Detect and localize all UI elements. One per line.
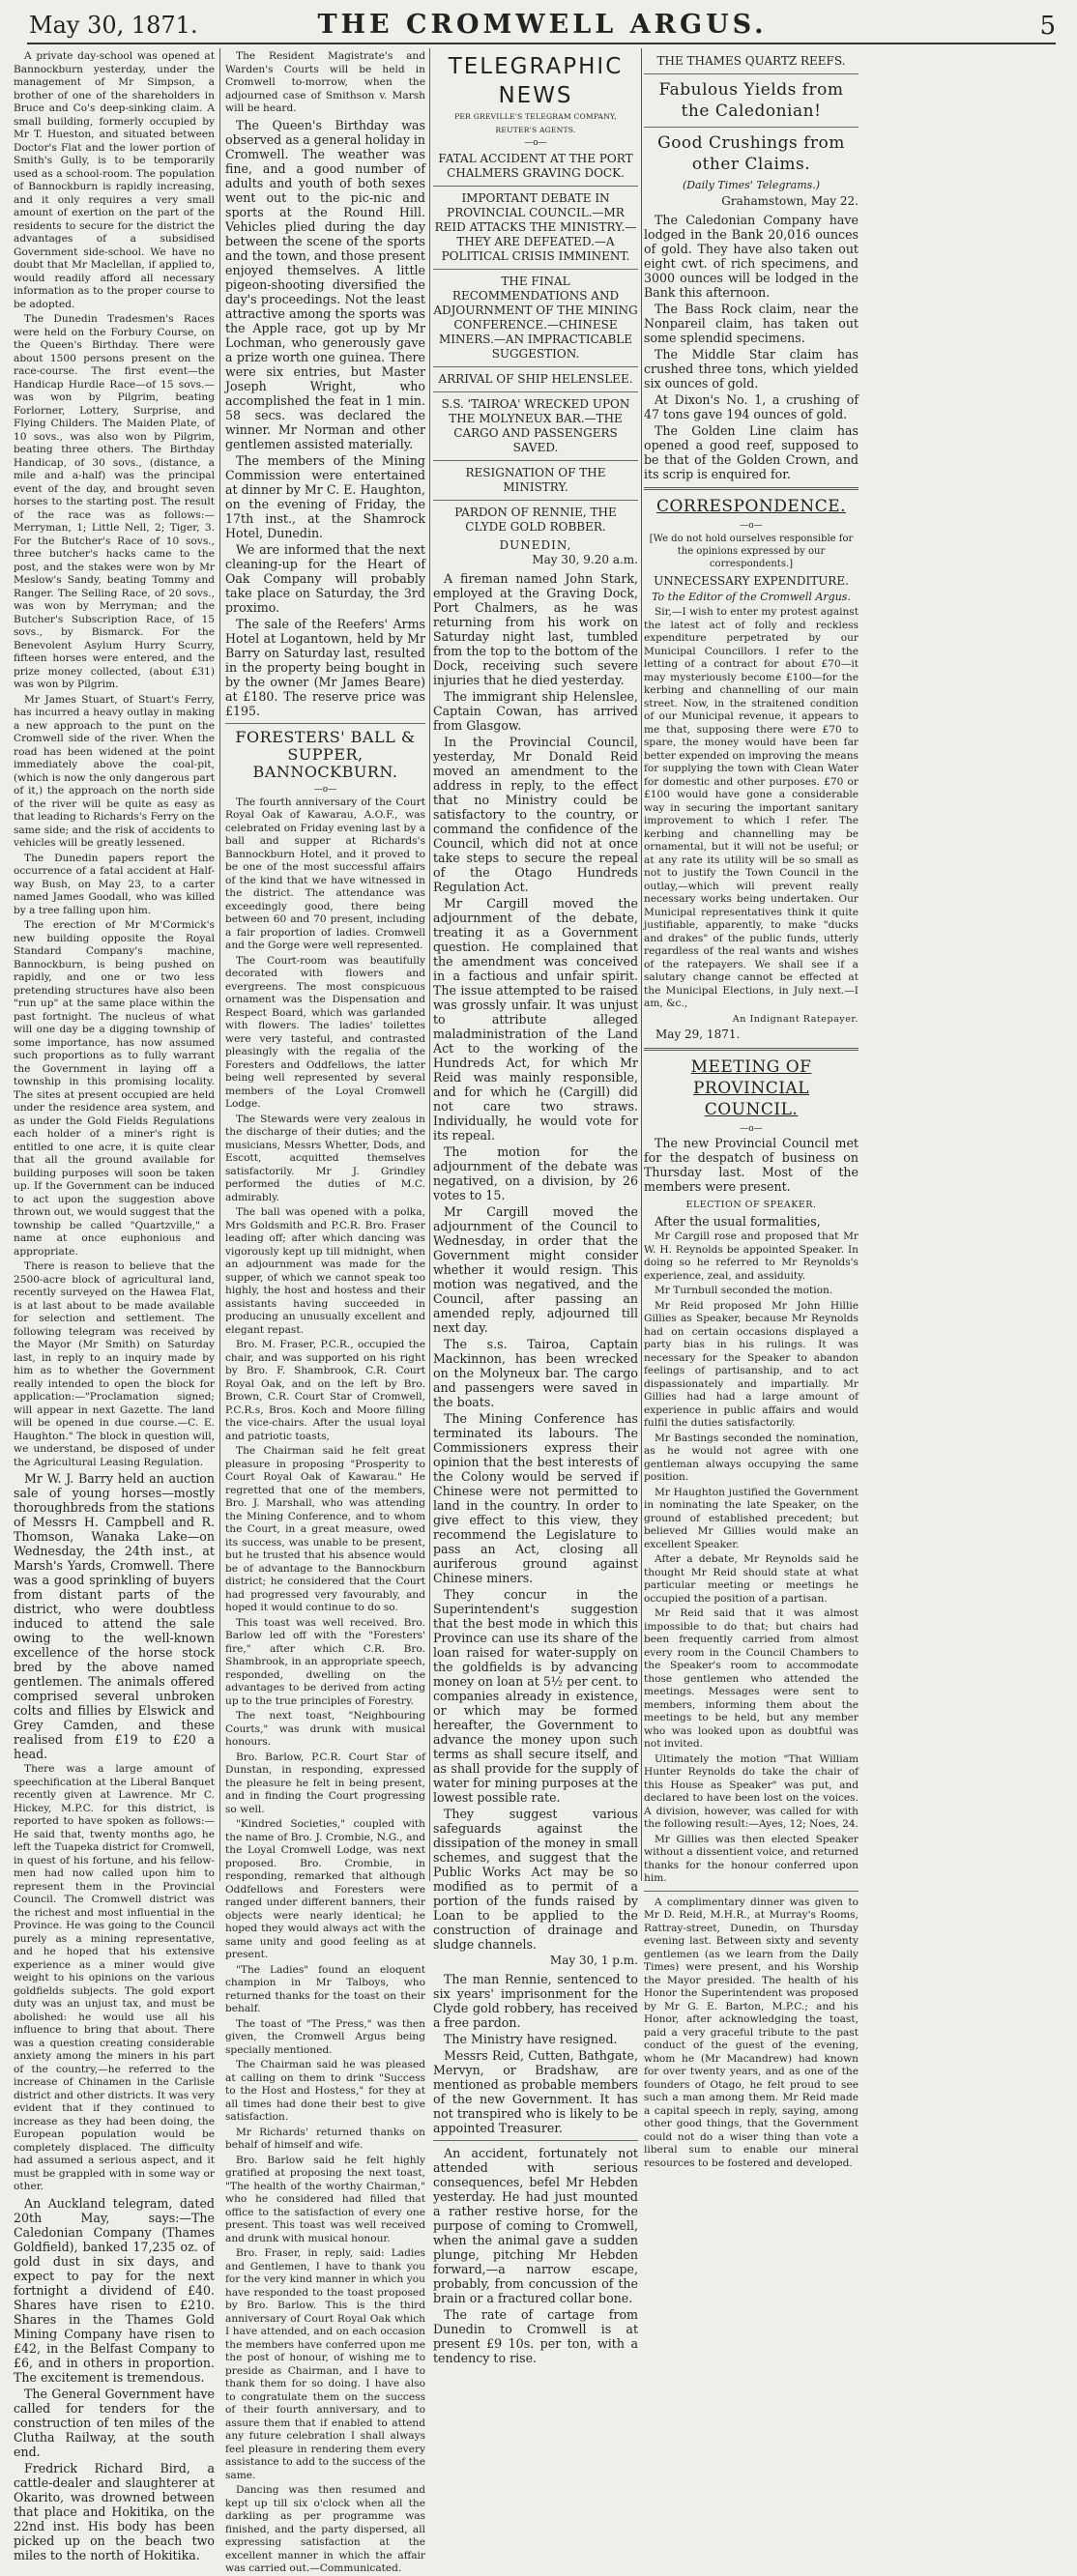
article-paragraph: Mr W. J. Barry held an auction sale of young horses—mostly thoroughbreds from the stations of Messrs H. Campbell and R. Thomson, Wanaka Lake—on Wednesday, the 24th inst., at Marsh's Yards, Cromwell. There was a good sprinkling of buyers from distant parts of the district, who were doubtless induced to attend the sale owing to the well-known excellence of the horse stock bred by the above named gentlemen. The animals offered comprised several unbroken colts and fillies by Elswick and Grey Camden, and these realised from £19 to £20 a head. bbox=[14, 1471, 215, 1761]
article-paragraph: A fireman named John Stark, employed at the Graving Dock, Port Chalmers, as he was returning from his work on Saturday night last, tumbled from the top to the bottom of the Dock, receiving such severe injuries that he died yesterday. bbox=[433, 571, 638, 687]
letter-addressee: To the Editor of the Cromwell Argus. bbox=[652, 591, 851, 603]
sub-heading: ELECTION OF SPEAKER. bbox=[685, 1200, 817, 1210]
article-paragraph: The Middle Star claim has crushed three tons, which yielded six ounces of gold. bbox=[644, 347, 859, 391]
article-paragraph: The Mining Conference has terminated its labours. The Commissioners express their opinion that the best interests of the Colony would be served if Chinese were not permitted to land in the country. In order to give effect to this view, they recommend the Legislature to pass an Act, closing all auriferous ground against Chinese miners. bbox=[433, 1411, 638, 1585]
article-paragraph: The members of the Mining Commission were entertained at dinner by Mr C. E. Haughton, on the evening of Friday, the 17th inst., at the Shamrock Hotel, Dunedin. bbox=[225, 452, 425, 540]
article-paragraph: They concur in the Superintendent's suggestion that the best mode in which this Province can use its share of the loan raised for water-supply on the goldfields is by advancing money on loan at 5½ per cent. to companies already in existence, or which may be formed hereafter, the Government to advance the money upon such terms as shall secure itself, and as shall provide for the supply of water for mining purposes at the lowest possible rate. bbox=[433, 1587, 638, 1805]
section-heading: THE THAMES QUARTZ REEFS. bbox=[656, 54, 846, 68]
article-paragraph: The Ministry have resigned. bbox=[444, 2032, 618, 2046]
article-paragraph: In the Provincial Council, yesterday, Mr Donald Reid moved an amendment to the address in reply, to the effect that no Ministry could be satisfactory to the country, or command the confidence of the Council, which did not at once take steps to secure the repeal of the Otago Hundreds Regulation Act. bbox=[433, 735, 638, 894]
section-rule bbox=[644, 1891, 859, 1892]
headline: PARDON OF RENNIE, THE CLYDE GOLD ROBBER. bbox=[454, 506, 617, 534]
article-paragraph: An Auckland telegram, dated 20th May, says:—The Caledonian Company (Thames Goldfield), banked 17,235 oz. of gold dust in six days, and expect to pay for the next fortnight a dividend of £40. Shares have risen to £210. Shares in the Thames Gold Mining Company have risen to £42, in the Belfast Company to £6, and in others in proportion. The excitement is tremendous. bbox=[14, 2195, 215, 2385]
article-paragraph: "The Ladies" found an eloquent champion in Mr Talboys, who returned thanks for the toast on their behalf. bbox=[225, 1963, 425, 2014]
article-paragraph: Mr Gillies was then elected Speaker without a dissentient voice, and returned thanks for the honour conferred upon him. bbox=[644, 1833, 859, 1884]
article-paragraph: The fourth anniversary of the Court Royal Oak of Kawarau, A.O.F., was celebrated on Friday evening last by a ball and supper at Richards's Bannockburn Hotel, and it proved to be one of the most successful affairs of the kind that we have witnessed in the district. The attendance was exceedingly good, there being between 60 and 70 present, including a fair proportion of ladies. Cromwell and the Gorge were well represented. bbox=[225, 796, 425, 951]
article-paragraph: The motion for the adjournment of the debate was negatived, on a division, by 26 votes to 15. bbox=[433, 1144, 638, 1202]
masthead-rule bbox=[27, 43, 1056, 44]
article-paragraph: After a debate, Mr Reynolds said he thought Mr Reid should state at what particular meeting or meetings he occupied the position of a partisan. bbox=[644, 1553, 859, 1605]
column-3 bbox=[433, 50, 638, 2365]
article-paragraph: A private day-school was opened at Bannockburn yesterday, under the management of Mr Simpson, a brother of one of the shareholders in Bruce and Co's deep-sinking claim. A small building, formerly occupied by Mr T. Hueston, and situated between Doctor's Flat and the lower portion of Smith's Gully, is to be temporarily used as a school-room. The population of Bannockburn is rapidly increasing, and it only requires a very small amount of exertion on the part of the residents to secure for the district the advantages of a subsidised Government side-school. We have no doubt that Mr Maclellan, if applied to, would readily afford all necessary information as to the proper course to be adopted. bbox=[14, 50, 215, 310]
column-1 bbox=[14, 50, 216, 2562]
article-paragraph: Bro. Fraser, in reply, said: Ladies and Gentlemen, I have to thank you for the very kind manner in which you have responded to the toast proposed by Bro. Barlow. This is the third anniversary of Court Royal Oak which I have attended, and on each occasion the members have conferred upon me the post of honour, of wishing me to preside as Chairman, and I have to thank them for so doing. I have also to congratulate them on the success of their fourth anniversary, and to assure them that if enabled to attend any future celebration I shall always feel pleasure in rendering them every assistance to add to the success of the same. bbox=[225, 2247, 425, 2481]
section-rule bbox=[644, 487, 859, 490]
column-rule bbox=[641, 48, 642, 1881]
article-paragraph: The sale of the Reefers' Arms Hotel at Logantown, held by Mr Barry on Saturday last, resulted in the property being bought in by the owner (Mr James Beare) at £180. The reserve price was £195. bbox=[225, 616, 425, 718]
headline-rule bbox=[433, 460, 638, 461]
headline-rule bbox=[644, 73, 859, 74]
dateline-city: DUNEDIN, bbox=[499, 538, 572, 552]
article-paragraph: Mr Bastings seconded the nomination, as he would not agree with one gentleman always occupying the same position. bbox=[644, 1432, 859, 1483]
headline-rule bbox=[433, 391, 638, 392]
article-paragraph: The ball was opened with a polka, Mrs Goldsmith and P.C.R. Bro. Fraser leading off; after which dancing was vigorously kept up till midnight, when an adjournment was made for the supper, of which we cannot speak too highly, the host and hostess and their assistants having succeeded in producing an unusually excellent and elegant repast. bbox=[225, 1206, 425, 1336]
headline: THE FINAL RECOMMENDATIONS AND ADJOURNMENT OF THE MINING CONFERENCE.—CHINESE MINERS.—AN IMPRACTICABLE SUGGESTION. bbox=[433, 275, 638, 361]
article-paragraph: After the usual formalities, bbox=[655, 1214, 821, 1229]
masthead bbox=[29, 8, 1056, 41]
article-paragraph: The man Rennie, sentenced to six years' imprisonment for the Clyde gold robbery, has received a free pardon. bbox=[433, 1972, 638, 2030]
letter-body: Sir,—I wish to enter my protest against the latest act of folly and reckless expenditure perpetrated by our Municipal Councillors. I refer to the letting of a contract for about £70—it may mysteriously become £100—for the kerbing and channelling of our main street. Now, in the straitened condition of our Municipal revenue, it appears to me that, supposing there were £70 to spare, the money would have been far better expended on improving the means for supplying the town with Clean Water for domestic and other purposes. £70 or £100 would have gone a considerable way in securing the important sanitary improvement to which I refer. The kerbing and channelling may be ornamental, but it will not be useful; or at any rate its utility will be so small as not to justify the Town Council in the outlay,—which will prevent really necessary works being undertaken. Our Municipal representatives think it quite justifiable, apparently, to make "ducks and drakes" of the public funds, utterly regardless of the real wants and wishes of the ratepayers. We shall see if a salutary change cannot be effected at the Municipal Elections, in July next.—I am, &c., bbox=[644, 606, 859, 1009]
letter-signature: An Indignant Ratepayer. bbox=[732, 1013, 859, 1025]
article-paragraph: Dancing was then resumed and kept up till six o'clock when all the darkling as per programme was finished, and the party dispersed, all expressing satisfaction at the excellent manner in which the affair was carried out.—Communicated. bbox=[225, 2484, 425, 2574]
article-paragraph: Mr Cargill rose and proposed that Mr W. H. Reynolds be appointed Speaker. In doing so he referred to Mr Reynolds's experience, zeal, and assiduity. bbox=[644, 1230, 859, 1282]
article-paragraph: Mr Cargill moved the adjournment of the debate, treating it as a Government question. He complained that the amendment was conceived in a factious and unfair spirit. The issue attempted to be raised was grossly unfair. It was unjust to attribute alleged maladministration of the Land Act to the working of the Hundreds Act, for which Mr Reid was mainly responsible, and for which he (Cargill) did not care two straws. Individually, he would vote for its repeal. bbox=[433, 896, 638, 1143]
section-rule bbox=[225, 723, 425, 724]
article-paragraph: At Dixon's No. 1, a crushing of 47 tons gave 194 ounces of gold. bbox=[644, 392, 859, 421]
letter-title: UNNECESSARY EXPENDITURE. bbox=[654, 574, 849, 588]
telegraphic-news-subtitle: PER GREVILLE'S TELEGRAM COMPANY, REUTER'S AGENTS. bbox=[454, 112, 617, 134]
section-rule bbox=[433, 2140, 638, 2141]
article-paragraph: Bro. Barlow, P.C.R. Court Star of Dunstan, in responding, expressed the pleasure he felt in being present, and in finding the Court progressing so well. bbox=[225, 1751, 425, 1815]
article-paragraph: The Bass Rock claim, near the Nonpareil claim, has taken out some splendid specimens. bbox=[644, 302, 859, 345]
section-rule bbox=[644, 1048, 859, 1051]
article-paragraph: The Stewards were very zealous in the discharge of their duties; and the musicians, Messrs Whetter, Dods, and Escott, acquitted themselves satisfactorily. Mr J. Grindley performed the duties of M.C. admirably. bbox=[225, 1113, 425, 1203]
editorial-note: [We do not hold ourselves responsible for the opinions expressed by our correspondents.] bbox=[649, 534, 854, 569]
section-heading: MEETING OF PROVINCIAL COUNCIL. bbox=[690, 1057, 812, 1119]
article-paragraph: The Chairman said he felt great pleasure in proposing "Prosperity to Court Royal Oak of Kawarau." He regretted that one of the members, Bro. J. Marshall, who was attending the Mining Conference, and to whom the Court, in a great measure, owed its success, was unable to be present, but he trusted that his absence would be of advantage to the Bannockburn district; he considered that the Court had progressed very favourably, and hoped it would continue to do so. bbox=[225, 1445, 425, 1613]
headline-rule bbox=[644, 127, 859, 128]
headline: S.S. 'TAIROA' WRECKED UPON THE MOLYNEUX BAR.—THE CARGO AND PASSENGERS SAVED. bbox=[441, 397, 630, 454]
article-paragraph: "Kindred Societies," coupled with the name of Bro. J. Crombie, N.G., and the Loyal Cromwell Lodge, was next proposed. Bro. Crombie, in responding, remarked that although Oddfellows and Foresters were ranged under different banners, their objects were nearly identical; he hoped they would always act with the same unity and good feeling as at present. bbox=[225, 1818, 425, 1960]
separator: —o— bbox=[313, 784, 337, 795]
issue-date: May 30, 1871. bbox=[29, 12, 198, 39]
article-paragraph: Mr Haughton justified the Government in nominating the late Speaker, on the ground of established precedent; but believed Mr Gillies would make an excellent Speaker. bbox=[644, 1486, 859, 1550]
column-2 bbox=[225, 50, 425, 2574]
dateline: Grahamstown, May 22. bbox=[721, 194, 859, 208]
headline-rule bbox=[433, 500, 638, 501]
article-paragraph: Ultimately the motion "That William Hunter Reynolds do take the chair of this House as Speaker" was put, and declared to have been lost on the voices. A division, however, was called for with the following result:—Ayes, 12; Noes, 24. bbox=[644, 1752, 859, 1830]
section-heading: FORESTERS' BALL & SUPPER, BANNOCKBURN. bbox=[235, 727, 416, 781]
article-paragraph: Mr Turnbull seconded the motion. bbox=[655, 1285, 833, 1296]
article-paragraph: An accident, fortunately not attended with serious consequences, befel Mr Hebden yesterday. He had just mounted a rather restive horse, for the purpose of coming to Cromwell, when the animal gave a sudden plunge, pitching Mr Hebden forward,—a narrow escape, probably, from concussion of the brain or a fractured collar bone. bbox=[433, 2146, 638, 2305]
separator: —o— bbox=[524, 138, 547, 148]
article-paragraph: Bro. Barlow said he felt highly gratified at proposing the next toast, "The health of the worthy Chairman," who he considered had filled that office to the satisfaction of every one present. This toast was well received and drunk with musical honour. bbox=[225, 2154, 425, 2244]
headline: RESIGNATION OF THE MINISTRY. bbox=[465, 466, 606, 494]
article-paragraph: The Caledonian Company have lodged in the Bank 20,016 ounces of gold. They have also taken out eight cwt. of rich specimens, and 3000 ounces will be lodged in the Bank this afternoon. bbox=[644, 213, 859, 300]
telegraphic-news-title: TELEGRAPHIC NEWS bbox=[448, 54, 624, 108]
article-paragraph: The Court-room was beautifully decorated with flowers and evergreens. The most conspicuous ornament was the Dispensation and Respect Board, which was garlanded with flowers. The ladies' toilettes were very tasteful, and contrasted pleasingly with the regalia of the Foresters and Oddfellows, the latter being well represented by several members of the Loyal Cromwell Lodge. bbox=[225, 954, 425, 1110]
article-paragraph: The Chairman said he was pleased at calling on them to drink "Success to the Host and Hostess," for they at all times had done their best to give satisfaction. bbox=[225, 2059, 425, 2123]
separator: —o— bbox=[740, 521, 763, 531]
article-paragraph: The next toast, "Neighbouring Courts," was drunk with musical honours. bbox=[225, 1710, 425, 1748]
article-paragraph: The new Provincial Council met for the despatch of business on Thursday last. Most of the members were present. bbox=[644, 1136, 859, 1194]
headline: FATAL ACCIDENT AT THE PORT CHALMERS GRAVING DOCK. bbox=[438, 152, 633, 180]
article-paragraph: Mr James Stuart, of Stuart's Ferry, has incurred a heavy outlay in making a new approach to the punt on the Cromwell side of the river. When the road has been widened at the point immediately above the coal-pit, (which is now the only dangerous part of it,) the approach on the north side of the river will be quite as easy as that leading to Richards's Ferry on the same side; and the risk of accidents to vehicles will be greatly lessened. bbox=[14, 693, 216, 849]
article-paragraph: The General Government have called for tenders for the construction of ten miles of the Clutha Railway, at the south end. bbox=[14, 2386, 215, 2459]
headline: Good Crushings from other Claims. bbox=[657, 133, 845, 174]
article-paragraph: The immigrant ship Helenslee, Captain Cowan, has arrived from Glasgow. bbox=[433, 689, 638, 733]
article-paragraph: Bro. M. Fraser, P.C.R., occupied the chair, and was supported on his right by Bro. F. Shambrook, C.R. Court Royal Oak, and on the left by Bro. Brown, C.R. Court Star of Cromwell, P.C.R.s, Bros. Koch and Moore filling the vice-chairs. After the usual loyal and patriotic toasts, bbox=[225, 1339, 425, 1442]
headline: ARRIVAL OF SHIP HELENSLEE. bbox=[438, 372, 633, 386]
article-paragraph: The Dunedin papers report the occurrence of a fatal accident at Half-way Bush, on May 23, to a carter named James Goodall, who was killed by a tree falling upon him. bbox=[14, 852, 215, 916]
column-rule bbox=[219, 48, 220, 1881]
article-paragraph: Messrs Reid, Cutten, Bathgate, Mervyn, or Bradshaw, are mentioned as probable members of the new Government. It has not transpired who is likely to be appointed Treasurer. bbox=[433, 2048, 638, 2135]
article-paragraph: The Dunedin Tradesmen's Races were held on the Forbury Course, on the Queen's Birthday. There were about 1500 persons present on the race-course. The first event—the Handicap Hurdle Race—of 15 sovs.—was won by Pilgrim, beating Forlorner, Lottery, Surprise, and Flying Childers. The Maiden Plate, of 10 sovs., was also won by Pilgrim, beating three others. The Birthday Handicap, of 30 sovs., (distance, a mile and a-half) was the principal event of the day, and brought seven horses to the starting post. The result of the race was as follows:—Merryman, 1; Little Nell, 2; Tiger, 3. For the Butcher's Race of 10 sovs., three butcher's hacks came to the post, and the stakes were won by Mr Meslow's Sandy, beating Tommy and Ranger. The Selling Race, of 20 sovs., was won by Merryman; and the Butcher's Subscription Race, of 15 sovs., by Bismarck. For the Benevolent Asylum Hurry Scurry, fifteen horses were entered, and the prize money collected, (about £31) was won by Pilgrim. bbox=[14, 313, 215, 690]
newspaper-title: THE CROMWELL ARGUS. bbox=[317, 10, 768, 40]
article-paragraph: The erection of Mr M'Cormick's new building opposite the Royal Standard Company's machine, Bannockburn, is being pushed on rapidly, and one or two less pretending structures have also been "run up" at the same place within the past fortnight. The nucleus of what will one day be a digging township of some importance, has now assumed such proportions as to fully warrant the Government in laying off a township in this promising locality. The sites at present occupied are held under the residence area system, and as under the Gold Fields Regulations each holder of a miner's right is entitled to one acre, it is quite clear that all the ground available for building purposes will soon be taken up. If the Government can be induced to act upon the suggestion above thrown out, we would suggest that the township be called "Quartzville," a name at once euphonious and appropriate. bbox=[14, 919, 216, 1258]
article-paragraph: Mr Cargill moved the adjournment of the Council to Wednesday, in order that the Government might consider whether it would resign. This motion was negatived, and the Council, after passing an amended reply, adjourned till next day. bbox=[433, 1204, 638, 1335]
article-paragraph: They suggest various safeguards against the dissipation of the money in small schemes, and suggest that the Public Works Act may be so modified as to permit of a portion of the funds raised by Loan to be applied to the construction of drainage and sludge channels. bbox=[433, 1807, 638, 1952]
article-paragraph: There is reason to believe that the 2500-acre block of agricultural land, recently surveyed on the Hawea Flat, is at last about to be made available for selection and settlement. The following telegram was received by the Mayor (Mr Smith) on Saturday last, in reply to an inquiry made by him as to whether the Government really intended to open the block for application:—"Proclamation signed; will appear in next Gazette. The land will be opened in due course.—C. E. Haughton." The block in question will, we understand, be disposed of under the Agricultural Leasing Regulation. bbox=[14, 1260, 215, 1468]
article-paragraph: The Queen's Birthday was observed as a general holiday in Cromwell. The weather was fine, and a good number of adults and youth of both sexes went out to the pic-nic and sports at the Round Hill. Vehicles plied during the day between the scene of the sports and the town, and those present enjoyed themselves. A little pigeon-shooting diversified the day's proceedings. Not the least attractive among the sports was the Apple race, got up by Mr Lochman, who generously gave a prize worth one guinea. There were six entries, but Master Joseph Wright, who accomplished the feat in 1 min. 58 secs. was declared the winner. Mr Norman and other gentlemen assisted materially. bbox=[225, 117, 425, 451]
column-rule bbox=[429, 48, 430, 1881]
article-paragraph: The Golden Line claim has opened a good reef, supposed to be that of the Golden Crown, and its scrip is enquired for. bbox=[644, 423, 859, 481]
headline-rule bbox=[433, 186, 638, 187]
headline-rule bbox=[433, 269, 638, 270]
letter-date: May 29, 1871. bbox=[655, 1028, 741, 1041]
article-paragraph: We are informed that the next cleaning-up for the Heart of Oak Company will probably take place on Saturday, the 3rd proximo. bbox=[225, 541, 425, 615]
article-paragraph: There was a large amount of speechification at the Liberal Banquet recently given at Lawrence. Mr C. Hickey, M.P.C. for this district, is reported to have spoken as follows:—He said that, twenty months ago, he left the Tuapeka district for Cromwell, in quest of his fortune, and his fellow-men had now called upon him to represent them in the Provincial Council. The Cromwell district was the richest and most influential in the Province. He was going to the Council purely as a mining representative, and he hoped that his extensive experience as a miner would give weight to his opinions on the various goldfields subjects. The gold export duty was an unjust tax, and must be abolished: he would use all his influence to bring that about. There was a question creating considerable anxiety among the miners in his part of the country,—he referred to the increase of Chinamen in the Carlisle district and other districts. It was very evident that if they continued to increase as they had been doing, the European population would be completely displaced. The difficulty had assumed a serious aspect, and it must be grappled with in some way or other. bbox=[14, 1763, 215, 2192]
article-paragraph: A complimentary dinner was given to Mr D. Reid, M.H.R., at Murray's Rooms, Rattray-street, Dunedin, on Thursday evening last. Between sixty and seventy gentlemen (as we learn from the Daily Times) were present, and his Worship the Mayor presided. The health of his Honor the Superintendent was proposed by Mr G. E. Barton, M.P.C.; and his Honor, after acknowledging the toast, paid a very graceful tribute to the past conduct of the guest of the evening, whom he (Mr Macandrew) had known for over twenty years, and as one of the founders of Otago, he felt proud to see such a man among them. Mr Reid made a capital speech in reply, saying, among other good things, that the Government could not do a wiser thing than vote a liberal sum to enable our mineral resources to be fostered and developed. bbox=[644, 1896, 859, 2169]
article-paragraph: Mr Reid proposed Mr John Hillie Gillies as Speaker, because Mr Reynolds had on certain occasions displayed a party bias in his rulings. It was necessary for the Speaker to abandon feelings of partisanship, and to act dispassionately and impartially. Mr Gillies had had a large amount of experience in public affairs and would fulfil the duties satisfactorily. bbox=[644, 1299, 859, 1429]
article-paragraph: The s.s. Tairoa, Captain Mackinnon, has been wrecked on the Molyneux bar. The cargo and passengers were saved in the boats. bbox=[433, 1337, 638, 1409]
column-4 bbox=[644, 50, 859, 2169]
article-paragraph: Mr Richards' returned thanks on behalf of himself and wife. bbox=[225, 2126, 425, 2151]
article-paragraph: This toast was well received. Bro. Barlow led off with the "Foresters' fire," after which C.R. Bro. Shambrook, in an appropriate speech, responded, dwelling on the advantages to be derived from acting up to the true principles of Forestry. bbox=[225, 1616, 425, 1707]
dateline-time: May 30, 9.20 a.m. bbox=[532, 553, 638, 566]
article-paragraph: Fredrick Richard Bird, a cattle-dealer and slaughterer at Okarito, was drowned between that place and Hokitika, on the 22nd inst. His body has been picked up on the beach two miles to the north of Hokitika. bbox=[14, 2460, 215, 2562]
article-paragraph: The rate of cartage from Dunedin to Cromwell is at present £9 10s. per ton, with a tendency to rise. bbox=[433, 2307, 638, 2365]
separator: —o— bbox=[740, 1124, 763, 1134]
headline-rule bbox=[433, 366, 638, 367]
page-number: 5 bbox=[1039, 12, 1056, 41]
headline: Fabulous Yields from the Caledonian! bbox=[658, 80, 844, 121]
article-paragraph: The Resident Magistrate's and Warden's Courts will be held in Cromwell to-morrow, when the adjourned case of Smithson v. Marsh will be heard. bbox=[225, 50, 425, 114]
source-note: (Daily Times' Telegrams.) bbox=[682, 179, 821, 191]
headline: IMPORTANT DEBATE IN PROVINCIAL COUNCIL.—MR REID ATTACKS THE MINISTRY.—THEY ARE DEFEATED.—A POLITICAL CRISIS IMMINENT. bbox=[434, 191, 637, 263]
section-heading: CORRESPONDENCE. bbox=[655, 497, 847, 516]
article-paragraph: The toast of "The Press," was then given, the Cromwell Argus being specially mentioned. bbox=[225, 2017, 425, 2056]
article-paragraph: Mr Reid said that it was almost impossible to do that; but chairs had been frequently carried from almost every room in the Council Chambers to the Speaker's room to accommodate those gentlemen who attended the meetings. Messages were sent to members, informing them about the meetings to be held, but any member who was looked upon as doubtful was not invited. bbox=[644, 1607, 859, 1750]
dateline-time: May 30, 1 p.m. bbox=[549, 1954, 638, 1967]
